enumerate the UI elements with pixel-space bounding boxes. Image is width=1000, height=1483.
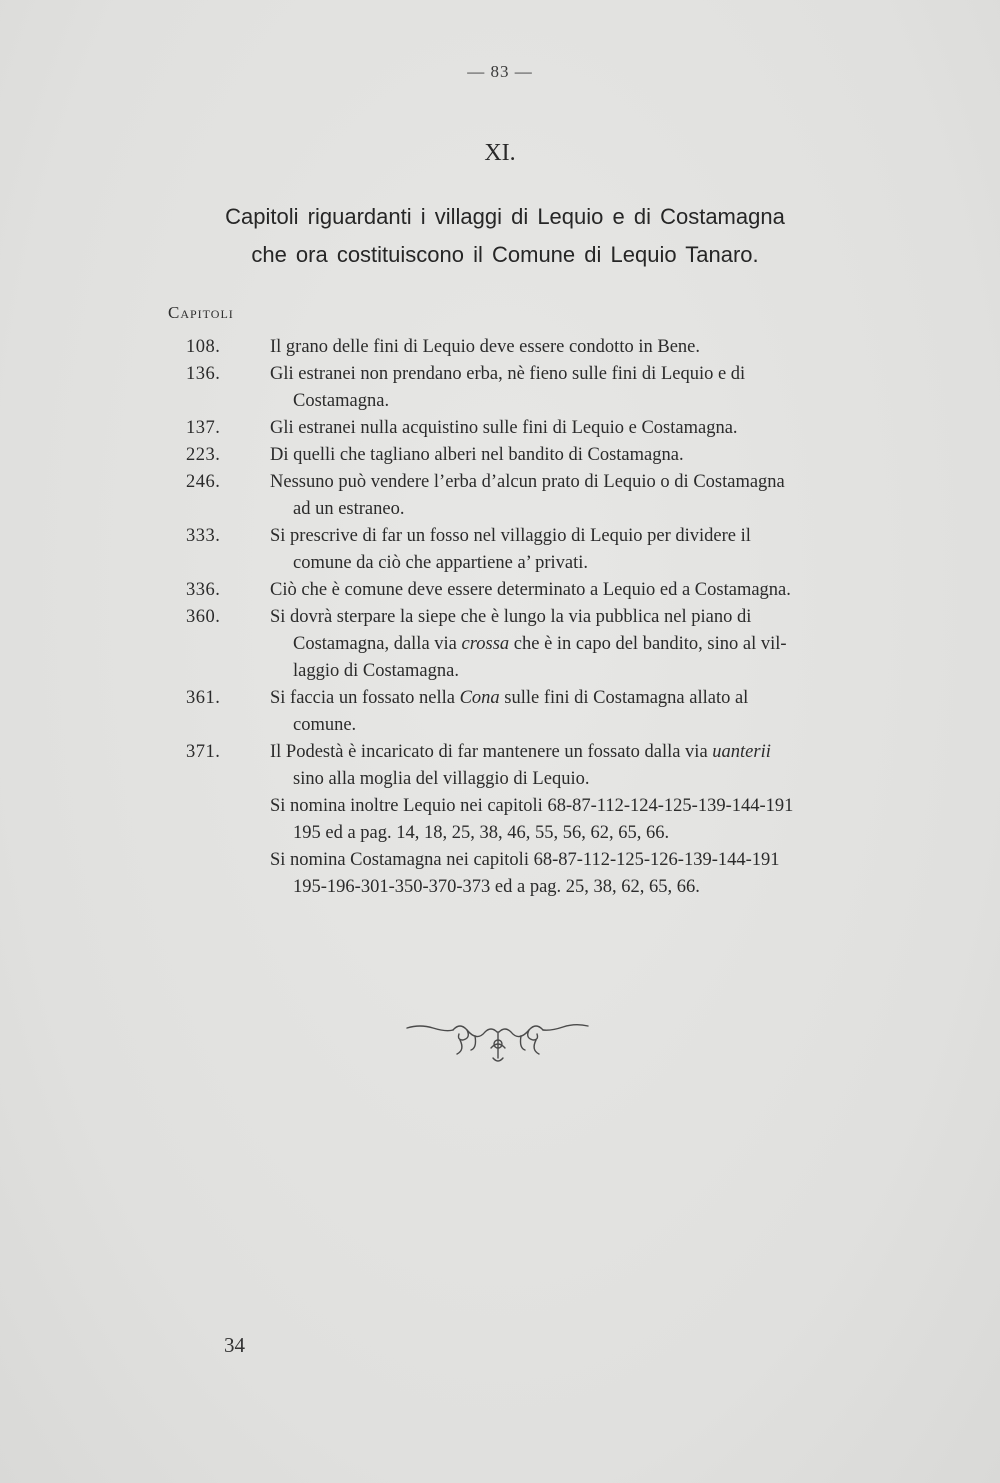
chapter-text-continuation: comune.	[293, 715, 357, 735]
note-text-continuation: 195 ed a pag. 14, 18, 25, 38, 46, 55, 56, 62, 65, 66.	[293, 823, 670, 843]
decorative-ornament-icon	[405, 1018, 590, 1068]
chapter-number: 137.	[186, 418, 221, 438]
chapter-entry	[160, 685, 880, 739]
note-text: Si nomina Costamagna nei capitoli 68-87-112-125-126-139-144-191	[270, 850, 780, 870]
chapter-text: Il Podestà è incaricato di far mantenere un fossato dalla via uanterii	[270, 742, 771, 762]
chapter-list	[160, 334, 880, 901]
chapter-number: 108.	[186, 337, 221, 357]
chapter-text: Si dovrà sterpare la siepe che è lungo la via pubblica nel piano di	[270, 607, 752, 627]
chapter-number: 246.	[186, 472, 221, 492]
chapter-text-continuation: comune da ciò che appartiene a’ privati.	[293, 553, 588, 573]
chapter-text: Si prescrive di far un fosso nel villaggio di Lequio per dividere il	[270, 526, 751, 546]
signature-mark: 34	[224, 1333, 245, 1357]
chapter-entry	[160, 469, 880, 523]
chapter-number: 336.	[186, 580, 221, 600]
section-number: XI.	[484, 140, 516, 166]
chapter-text: Nessuno può vendere l’erba d’alcun prato di Lequio o di Costamagna	[270, 472, 785, 492]
chapter-text: Ciò che è comune deve essere determinato a Lequio ed a Costamagna.	[270, 580, 791, 600]
chapter-entry	[160, 415, 880, 442]
chapter-number: 333.	[186, 526, 221, 546]
chapter-text-continuation: ad un estraneo.	[293, 499, 405, 519]
chapter-entry	[160, 523, 880, 577]
chapter-entry	[160, 361, 880, 415]
page-number: — 83 —	[467, 62, 533, 81]
chapter-text: Gli estranei nulla acquistino sulle fini di Lequio e Costamagna.	[270, 418, 738, 438]
chapter-text: Il grano delle fini di Lequio deve essere condotto in Bene.	[270, 337, 700, 357]
chapter-entry	[160, 442, 880, 469]
cross-reference-note	[160, 847, 880, 901]
chapter-entry	[160, 577, 880, 604]
chapter-number: 371.	[186, 742, 221, 762]
chapter-text-continuation: Costamagna.	[293, 391, 390, 411]
chapter-title-line-2: che ora costituiscono il Comune di Lequio Tanaro.	[251, 242, 759, 267]
chapter-number: 136.	[186, 364, 221, 384]
chapter-text-continuation: sino alla moglia del villaggio di Lequio.	[293, 769, 590, 789]
chapter-number: 223.	[186, 445, 221, 465]
chapter-entry	[160, 739, 880, 793]
chapter-text-continuation: laggio di Costamagna.	[293, 661, 459, 681]
chapter-number: 361.	[186, 688, 221, 708]
chapter-entry	[160, 334, 880, 361]
chapter-text: Di quelli che tagliano alberi nel bandito di Costamagna.	[270, 445, 684, 465]
cross-reference-note	[160, 793, 880, 847]
chapter-title-line-1: Capitoli riguardanti i villaggi di Lequio e di Costamagna	[225, 204, 785, 229]
note-text-continuation: 195-196-301-350-370-373 ed a pag. 25, 38, 62, 65, 66.	[293, 877, 700, 897]
chapter-text: Gli estranei non prendano erba, nè fieno sulle fini di Lequio e di	[270, 364, 746, 384]
chapter-text-continuation: Costamagna, dalla via crossa che è in capo del bandito, sino al vil-	[293, 634, 787, 654]
chapter-number: 360.	[186, 607, 221, 627]
note-text: Si nomina inoltre Lequio nei capitoli 68-87-112-124-125-139-144-191	[270, 796, 794, 816]
chapter-entry	[160, 604, 880, 685]
capitoli-label: Capitoli	[168, 303, 234, 322]
chapter-title	[130, 198, 880, 274]
chapter-text: Si faccia un fossato nella Cona sulle fini di Costamagna allato al	[270, 688, 749, 708]
